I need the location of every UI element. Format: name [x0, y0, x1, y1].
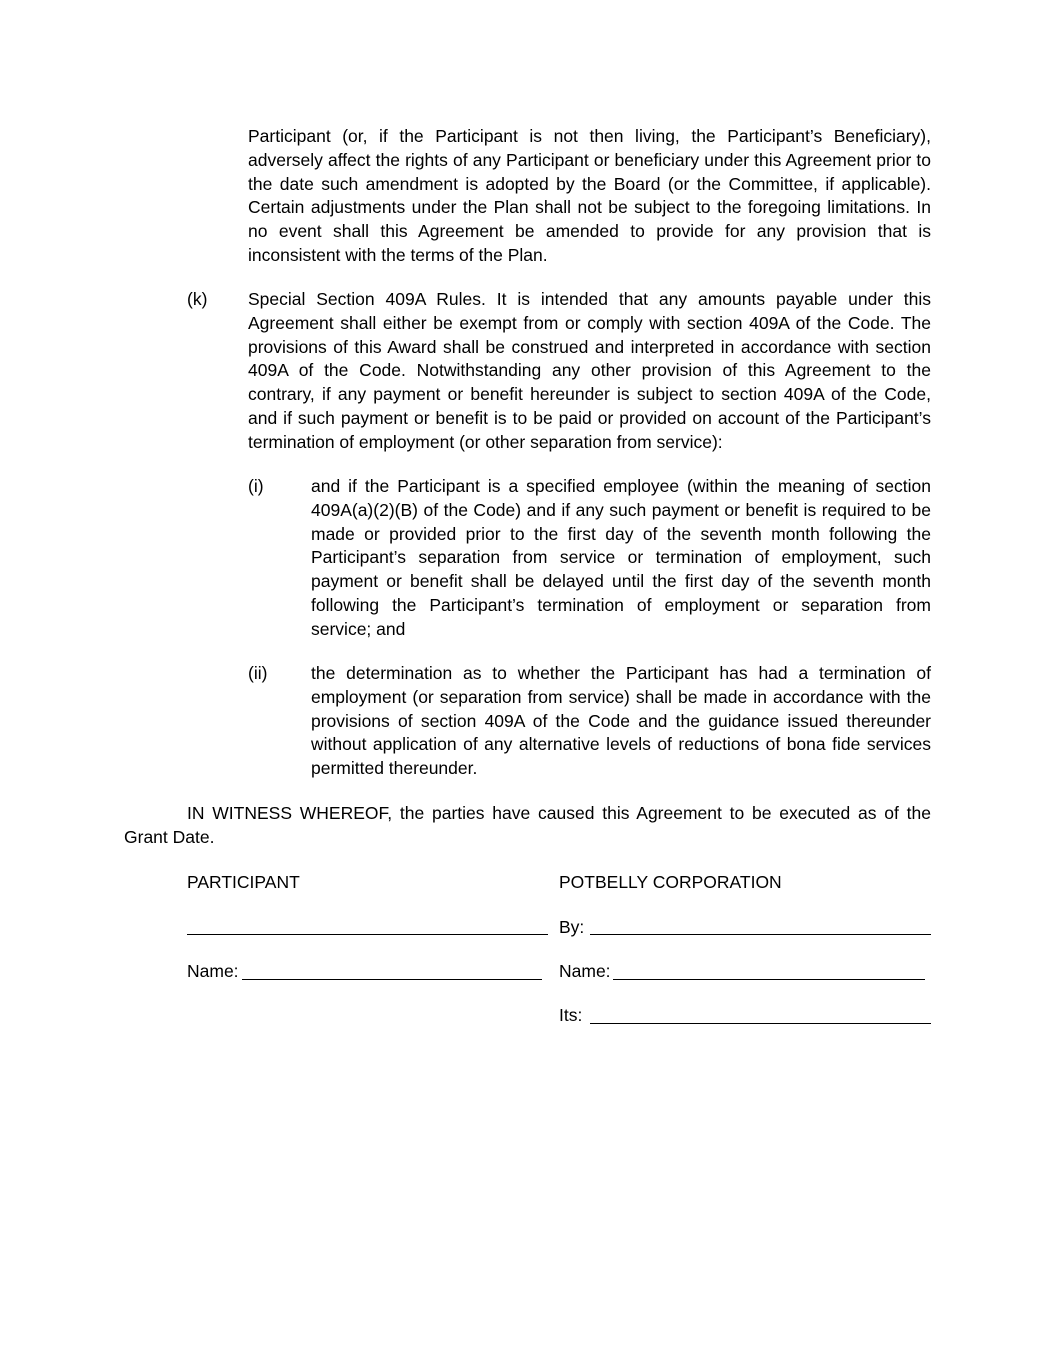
its-line[interactable] — [590, 1023, 931, 1024]
continuation-paragraph: Participant (or, if the Participant is not then living, the Participant’s Beneficiary), adversely affect the rights of any Participant or beneficiary under this Agreement prior to the date such amendment is adopted by the Board (or the Committee, if applicable). Certain adjustments under the Plan shall not be subject to the foregoing limitations. In no event shall this Agreement be amended to provide for any provision that is inconsistent with the terms of the Plan. — [248, 126, 931, 265]
company-name-line[interactable] — [613, 979, 925, 980]
company-heading: POTBELLY CORPORATION — [559, 872, 782, 892]
participant-name-label: Name: — [187, 961, 239, 981]
section-k-label: (k) — [187, 289, 208, 309]
item-i-text: and if the Participant is a specified employee (within the meaning of section 409A(a)(2)(B) of the Code) and if any such payment or benefit is required to be made or provided prior to the first day of the seventh month following the Participant’s separation from service or termination of employment, such payment or benefit shall be delayed until the first day of the seventh month following the Participant’s termination of employment or separation from service; and — [311, 476, 931, 639]
item-ii-text: the determination as to whether the Participant has had a termination of employment (or separation from service) shall be made in accordance with the provisions of section 409A of the Code and the guidance issued thereunder without application of any alternative levels of reductions of bona fide services permitted thereunder. — [311, 663, 931, 779]
item-i-label: (i) — [248, 476, 264, 496]
by-label: By: — [559, 917, 585, 937]
item-ii-label: (ii) — [248, 663, 268, 683]
company-name-label: Name: — [559, 961, 611, 981]
by-signature-line[interactable] — [590, 934, 931, 935]
witness-paragraph: IN WITNESS WHEREOF, the parties have caused this Agreement to be executed as of the Grant Date. — [124, 803, 931, 847]
participant-signature-line[interactable] — [187, 934, 548, 935]
participant-name-line[interactable] — [242, 979, 542, 980]
section-k-text: Special Section 409A Rules. It is intended that any amounts payable under this Agreement shall either be exempt from or comply with section 409A of the Code. The provisions of this Award shall be construed and interpreted in accordance with section 409A of the Code. Notwithstanding any other provision of this Agreement to the contrary, if any payment or benefit hereunder is subject to section 409A of the Code, and if such payment or benefit is to be paid or provided on account of the Participant’s termination of employment (or other separation from service): — [248, 289, 931, 452]
its-label: Its: — [559, 1005, 583, 1025]
participant-heading: PARTICIPANT — [187, 872, 300, 892]
